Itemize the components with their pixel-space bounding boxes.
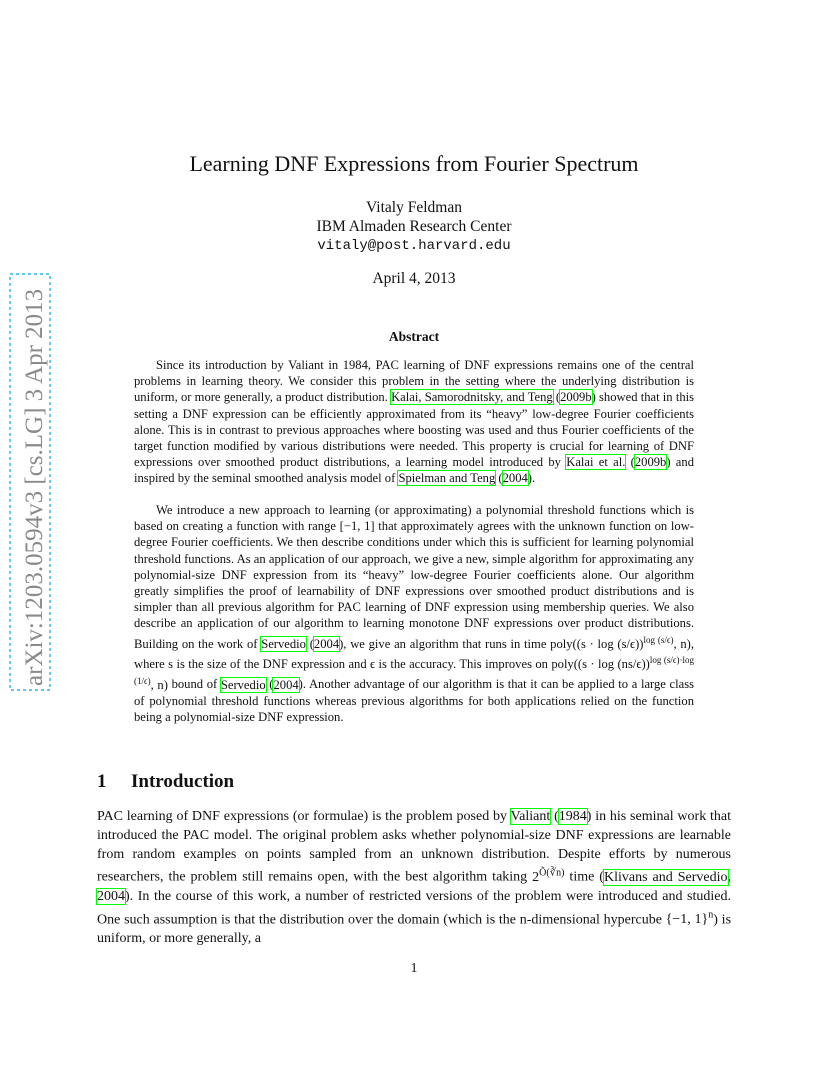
- section-heading: [97, 771, 234, 793]
- citation-link[interactable]: 2004: [502, 471, 528, 486]
- citation-link[interactable]: 2009b: [560, 390, 592, 405]
- page-number: 1: [410, 961, 418, 976]
- math-expression: poly((s · log (ns/ϵ))$^{log (s/\epsilon)\cdot log (1/\epsilon)}$, n): [134, 655, 694, 692]
- citation-link[interactable]: Kalai et al.: [566, 455, 626, 470]
- citation-link[interactable]: Servedio: [220, 677, 266, 692]
- citation-link[interactable]: Valiant: [510, 809, 551, 824]
- author-email[interactable]: vitaly@post.harvard.edu: [317, 238, 511, 254]
- abstract-heading: Abstract: [388, 329, 440, 344]
- citation-link[interactable]: 1984: [558, 809, 587, 824]
- paper-title: Learning DNF Expressions from Fourier Spectrum: [189, 151, 639, 176]
- paper-date: April 4, 2013: [372, 270, 456, 287]
- section-title: Introduction: [131, 771, 235, 792]
- math-expression: {−1, 1}$^n$: [665, 909, 714, 928]
- citation-link[interactable]: 2009b: [634, 455, 667, 470]
- author-name: Vitaly Feldman: [366, 199, 462, 216]
- citation-link[interactable]: Klivans and Servedio: [603, 870, 728, 886]
- citation-link[interactable]: Servedio: [261, 636, 306, 651]
- math-expression: $2^{Õ(∛n)}$: [532, 867, 565, 886]
- author-affiliation: IBM Almaden Research Center: [316, 218, 512, 235]
- introduction-paragraph: PAC learning of DNF expressions (or formulae) is the problem posed by Valiant (1984) in his seminal work that introduced the PAC model. The original problem asks whether polynomial-size DNF expressions are learnable from random examples on points sampled from an unknown distribution. Despite efforts by numerous researchers, the problem still remains open, with the best algorithm taking $2^{Õ(∛n)}$ time (Klivans and Servedio, 2004). In the course of this work, a number of restricted versions of the problem were introduced and studied. One such assumption is that the distribution over the domain (which is the n-dimensional hypercube {−1, 1}$^n$) is uniform, or more generally, a: [97, 809, 732, 947]
- citation-link[interactable]: 2004: [97, 888, 125, 904]
- arxiv-identifier: arXiv:1203.0594v3 [cs.LG] 3 Apr 2013: [21, 288, 48, 686]
- citation-link[interactable]: 2004: [313, 636, 340, 651]
- math-expression: poly((s · log (s/ϵ))$^{log (s/\epsilon)}$, n): [550, 634, 691, 651]
- citation-link[interactable]: 2004: [273, 677, 299, 692]
- abstract-paragraph-1: Since its introduction by Valiant in 1984, PAC learning of DNF expressions remains one of the central problems in learning theory. We consider this problem in the setting where the underlying distribution is uniform, or more generally, a product distribution. Kalai, Samorodnitsky, and Teng (2009b) showed that in this setting a DNF expression can be efficiently approximated from its “heavy” low-degree Fourier coefficients alone. This is in contrast to previous approaches where boosting was used and thus Fourier coefficients of the target function modified by various distributions were needed. This property is crucial for learning of DNF expressions over smoothed product distributions, a learning model introduced by Kalai et al. (2009b) and inspired by the seminal smoothed analysis model of Spielman and Teng (2004).: [134, 358, 695, 486]
- citation-link[interactable]: Spielman and Teng: [398, 471, 496, 486]
- section-number: 1: [97, 771, 107, 792]
- citation-link[interactable]: Kalai, Samorodnitsky, and Teng: [391, 390, 553, 405]
- abstract-paragraph-2: We introduce a new approach to learning (or approximating) a polynomial threshold functions which is based on creating a function with range [−1, 1] that approximately agrees with the unknown function on low-degree Fourier coefficients. We then describe conditions under which this is sufficient for learning polynomial threshold functions. As an application of our approach, we give a new, simple algorithm for approximating any polynomial-size DNF expression from its “heavy” low-degree Fourier coefficients alone. Our algorithm greatly simplifies the proof of learnability of DNF expressions over smoothed product distributions and is simpler than all previous algorithm for PAC learning of DNF expression using membership queries. We also describe an application of our algorithm to learning monotone DNF expressions over product distributions. Building on the work of Servedio (2004), we give an algorithm that runs in time poly((s · log (s/ϵ))$^{log (s/\epsilon)}$, n), where s is the size of the DNF expression and ϵ is the accuracy. This improves on poly((s · log (ns/ϵ))$^{log (s/\epsilon)\cdot log (1/\epsilon)}$, n) bound of Servedio (2004). Another advantage of our algorithm is that it can be applied to a large class of polynomial threshold functions whereas previous algorithms for both applications relied on the function being a polynomial-size DNF expression.: [134, 503, 695, 724]
